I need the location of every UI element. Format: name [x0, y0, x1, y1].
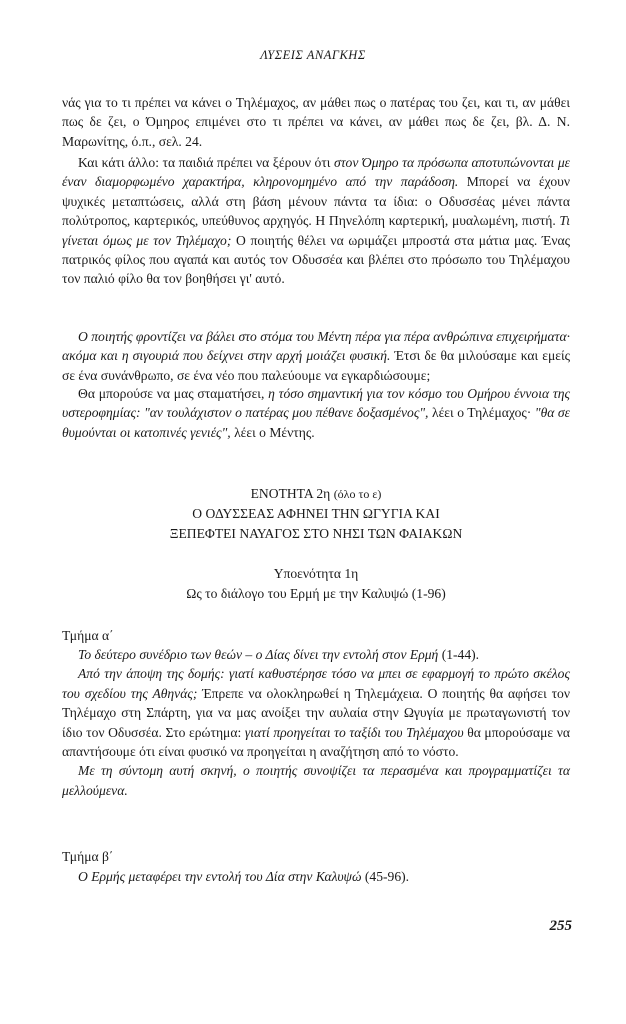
- section-a-body: [62, 645, 570, 800]
- subunit-heading-line-1: Υποενότητα 1η: [273, 566, 359, 581]
- unit-heading-line-3: ΞΕΠΕΦΤΕΙ ΝΑΥΑΓΟΣ ΣΤΟ ΝΗΣΙ ΤΩΝ ΦΑΙΑΚΩΝ: [169, 526, 463, 541]
- section-b-label: Τμήμα β΄: [62, 849, 114, 864]
- paragraph-arguments: [62, 327, 570, 385]
- paragraph-continuation: [62, 93, 570, 151]
- unit-heading-line-1: ΕΝΟΤΗΤΑ 2η (όλο το ε): [250, 486, 382, 501]
- paragraph-3: Ο ποιητής φροντίζει να βάλει στο στόμα του Μέντη πέρα για πέρα ανθρώπινα επιχειρήματα· ακόμα και η σιγουριά που δείχνει στην αρχή μοιάζει φυσική. Έτσι δε θα μιλούσαμε και εμείς σε ένα συνάνθρωπο, σε ένα νέο που παλεύουμε να εγκαρδιώσουμε;: [62, 329, 570, 383]
- section-a-title: Το δεύτερο συνέδριο των θεών – ο Δίας δίνει την εντολή στον Ερμή (1-44).: [78, 647, 480, 662]
- section-a-paragraph-2: Με τη σύντομη αυτή σκηνή, ο ποιητής συνοψίζει τα περασμένα και προγραμματίζει τα μελλούμενα.: [62, 763, 570, 798]
- section-a-paragraph-1: Από την άποψη της δομής: γιατί καθυστέρησε τόσο να μπει σε εφαρμογή το πρώτο σκέλος του σχεδίου της Αθηνάς; Έπρεπε να ολοκληρωθεί η Τηλεμάχεια. Ο ποιητής θα αφήσει τον Τηλέμαχο στη Σπάρτη, για να μας ανοίξει την αυλαία στην Ωγυγία με πρωταγωνιστή τον ίδιο τον Οδυσσέα. Στο ερώτημα: γιατί προηγείται το ταξίδι του Τηλέμαχου θα μπορούσαμε να απαντήσουμε ότι είναι φυσικό να προηγείται η αναζήτηση από το νόστο.: [62, 666, 570, 760]
- unit-heading: [62, 484, 570, 544]
- page-number: 255: [549, 918, 572, 934]
- paragraph-1: νάς για το τι πρέπει να κάνει ο Τηλέμαχος, αν μάθει πως ο πατέρας του ζει, και τι, αν μάθει πως δε ζει, ο Όμηρος επιμένει στο τι πρέπει να κάνει, αν μάθει πως δε ζει, βλ. Δ. Ν. Μαρωνίτης, ό.π., σελ. 24.: [62, 95, 570, 149]
- section-b-body: [62, 867, 570, 886]
- paragraph-2: Και κάτι άλλο: τα παιδιά πρέπει να ξέρουν ότι στον Όμηρο τα πρόσωπα αποτυπώνονται με έναν διαμορφωμένο χαρακτήρα, κληρονομημένο από την παράδοση. Μπορεί να έχουν ψυχικές μεταπτώσεις, αλλά στη βάση μένουν πάντα τα ίδια: ο Οδυσσέας μένει πάντα πολύτροπος, καρτερικός, υπεύθυνος αρχηγός. Η Πηνελόπη καρτερική, μυαλωμένη, πιστή. Τι γίνεται όμως με τον Τηλέμαχο; Ο ποιητής θέλει να ωριμάζει μπροστά στα μάτια μας. Ένας πατρικός φίλος που αγαπά και αυτός τον Οδυσσέα και βλέπει στο πρόσωπο του Τηλέμαχου τον παλιό φίλο θα τον βοηθήσει γι' αυτό.: [62, 155, 571, 287]
- subunit-heading: [62, 564, 570, 604]
- section-b-title: Ο Ερμής μεταφέρει την εντολή του Δία στην Καλυψώ (45-96).: [78, 869, 410, 884]
- paragraph-characters: [62, 153, 570, 289]
- paragraph-4: Θα μπορούσε να μας σταματήσει, η τόσο σημαντική για τον κόσμο του Ομήρου έννοια της υστεροφημίας: "αν τουλάχιστον ο πατέρας μου πέθανε δοξασμένος", λέει ο Τηλέμαχος· "θα σε θυμούνται οι κατοπινές γενιές", λέει ο Μέντης.: [62, 386, 570, 440]
- paragraph-fame: [62, 384, 570, 442]
- subunit-heading-line-2: Ως το διάλογο του Ερμή με την Καλυψώ (1-96): [186, 586, 446, 601]
- unit-heading-line-2: Ο ΟΔΥΣΣΕΑΣ ΑΦΗΝΕΙ ΤΗΝ ΩΓΥΓΙΑ ΚΑΙ: [192, 506, 440, 521]
- section-a-label: Τμήμα α΄: [62, 628, 114, 643]
- running-head: ΛΥΣΕΙΣ ΑΝΑΓΚΗΣ: [260, 48, 366, 62]
